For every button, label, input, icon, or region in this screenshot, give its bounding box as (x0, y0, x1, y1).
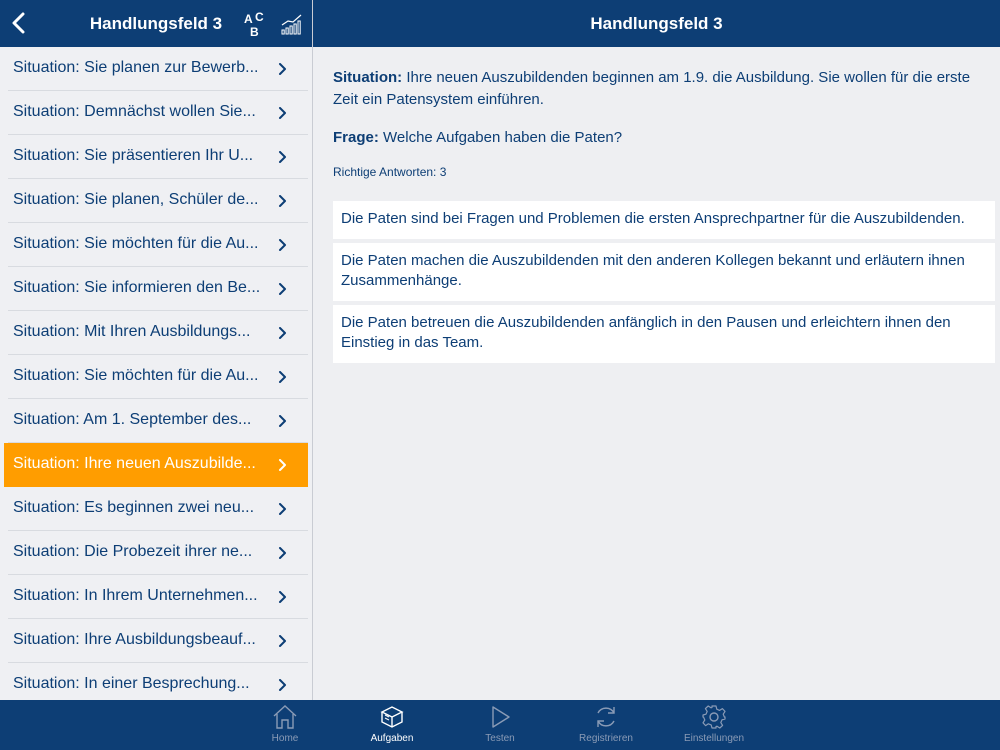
tab-aufgaben[interactable] (347, 704, 437, 744)
chevron-right-icon (278, 107, 288, 119)
tab-einstellungen[interactable] (669, 704, 759, 744)
chevron-right-icon (278, 635, 288, 647)
gear-icon (701, 704, 727, 730)
abc-icon (243, 10, 269, 38)
answer-list (313, 201, 1000, 363)
sidebar (0, 0, 313, 700)
tab-testen-label: Testen (485, 733, 515, 744)
list-item[interactable] (0, 267, 312, 311)
statistics-button[interactable] (280, 12, 304, 36)
question-label: Frage: (333, 129, 379, 146)
list-item[interactable] (0, 47, 312, 91)
list-item[interactable] (0, 619, 312, 663)
list-item[interactable] (0, 179, 312, 223)
list-item[interactable] (4, 443, 308, 487)
list-item[interactable] (0, 91, 312, 135)
chevron-right-icon (278, 63, 288, 75)
list-item-label: Situation: Die Probezeit ihrer ne... (13, 543, 253, 560)
list-item[interactable] (0, 311, 312, 355)
chevron-right-icon (278, 547, 288, 559)
list-item-label: Situation: Sie möchten für die Au... (13, 367, 259, 384)
correct-answers-count: Richtige Antworten: 3 (333, 165, 447, 179)
answer-option[interactable]: Die Paten machen die Auszubildenden mit den anderen Kollegen bekannt und erläutern ihnen Zusammenhänge. (333, 243, 995, 301)
abc-sort-button[interactable] (243, 10, 269, 38)
chevron-right-icon (278, 415, 288, 427)
tab-bar (0, 700, 1000, 750)
chevron-right-icon (278, 151, 288, 163)
situation-body: Ihre neuen Auszubildenden beginnen am 1.9. die Ausbildung. Sie wollen für die erste Zeit ein Patensystem einführen. (333, 69, 971, 108)
question-area (313, 47, 1000, 183)
chevron-right-icon (278, 503, 288, 515)
list-item-label: Situation: Sie möchten für die Au... (13, 235, 259, 252)
list-item-label: Situation: In Ihrem Unternehmen... (13, 587, 258, 604)
tab-home-label: Home (271, 733, 299, 744)
svg-text:A: A (244, 12, 253, 26)
list-item[interactable] (0, 575, 312, 619)
list-item-label: Situation: Mit Ihren Ausbildungs... (13, 323, 251, 340)
tasks-icon (379, 704, 405, 730)
situation-text (333, 67, 985, 111)
tab-testen[interactable] (455, 704, 545, 744)
list-item-label: Situation: Ihre Ausbildungsbeauf... (13, 631, 256, 648)
list-item-label: Situation: In einer Besprechung... (13, 675, 250, 692)
sidebar-header (0, 0, 312, 47)
detail-pane (313, 0, 1000, 700)
list-item[interactable] (0, 355, 312, 399)
tab-einstellungen-label: Einstellungen (683, 733, 745, 744)
answer-option[interactable]: Die Paten betreuen die Auszubildenden anfänglich in den Pausen und erleichtern ihnen den Einstieg in das Team. (333, 305, 995, 363)
situation-label: Situation: (333, 69, 403, 86)
list-item[interactable] (0, 135, 312, 179)
chevron-right-icon (278, 283, 288, 295)
question-text (333, 127, 985, 149)
list-item-label: Situation: Sie informieren den Be... (13, 279, 261, 296)
list-item[interactable] (0, 223, 312, 267)
answer-option[interactable]: Die Paten sind bei Fragen und Problemen die ersten Ansprechpartner für die Auszubildenden. (333, 201, 995, 239)
list-item[interactable] (0, 399, 312, 443)
bar-chart-icon (280, 12, 304, 36)
chevron-right-icon (278, 327, 288, 339)
list-item[interactable] (0, 531, 312, 575)
list-item[interactable] (0, 487, 312, 531)
chevron-right-icon (278, 591, 288, 603)
list-item-label: Situation: Sie präsentieren Ihr U... (13, 147, 254, 164)
tab-aufgaben-label: Aufgaben (370, 733, 414, 744)
chevron-right-icon (278, 195, 288, 207)
svg-text:C: C (255, 10, 264, 24)
list-item-label: Situation: Es beginnen zwei neu... (13, 499, 255, 516)
chevron-right-icon (278, 459, 288, 471)
chevron-right-icon (278, 239, 288, 251)
list-item-label: Situation: Demnächst wollen Sie... (13, 103, 256, 120)
list-item-label: Situation: Sie planen, Schüler de... (13, 191, 259, 208)
list-item-label: Situation: Sie planen zur Bewerb... (13, 59, 259, 76)
tab-registrieren-label: Registrieren (579, 733, 633, 744)
situation-list (0, 47, 312, 707)
play-icon (487, 704, 513, 730)
tab-home[interactable] (240, 704, 330, 744)
detail-header (313, 0, 1000, 47)
question-body: Welche Aufgaben haben die Paten? (378, 129, 623, 146)
svg-text:B: B (250, 25, 259, 38)
chevron-right-icon (278, 371, 288, 383)
sidebar-title-text: Handlungsfeld 3 (89, 14, 223, 33)
detail-title: Handlungsfeld 3 (590, 14, 723, 33)
chevron-right-icon (278, 679, 288, 691)
refresh-icon (593, 704, 619, 730)
home-icon (272, 704, 298, 730)
tab-registrieren[interactable] (561, 704, 651, 744)
list-item-label: Situation: Ihre neuen Auszubilde... (13, 455, 256, 472)
list-item-label: Situation: Am 1. September des... (13, 411, 252, 428)
